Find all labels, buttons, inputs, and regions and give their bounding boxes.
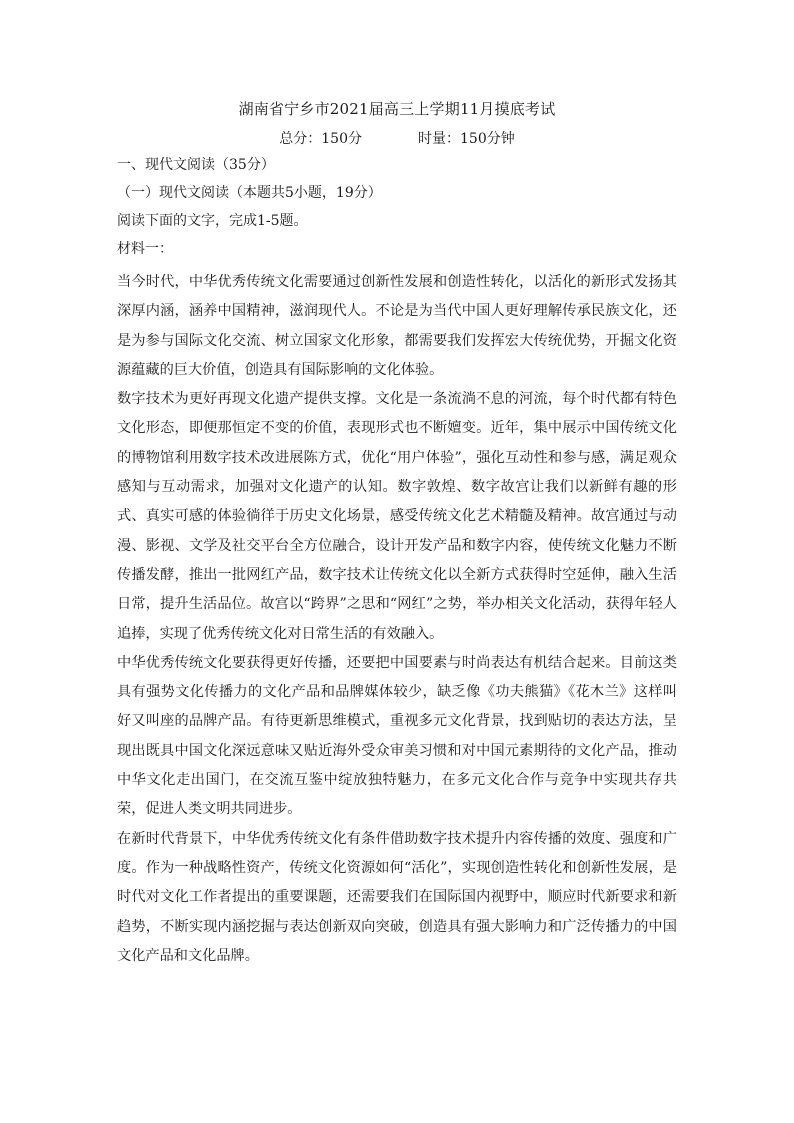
instruction-text: 阅读下面的文字，完成1-5题。 <box>117 213 308 229</box>
paragraph: 当今时代，中华优秀传统文化需要通过创新性发展和创造性转化，以活化的新形式发扬其深厚内涵，涵养中国精神，滋润现代人。不论是为当代中国人更好理解传承民族文化，还是为参与国际文化交流、树立国家文化形象，都需要我们发挥宏大传统优势，开掘文化资源蕴藏的巨大价值，创造具有国际影响的文化体验。 <box>117 274 677 378</box>
section-heading: 一、现代文阅读（35分） <box>117 157 275 173</box>
subsection-heading: （一）现代文阅读（本题共5小题，19分） <box>117 185 382 201</box>
material-label: 材料一： <box>117 241 173 257</box>
paragraph: 数字技术为更好再现文化遗产提供支撑。文化是一条流淌不息的河流，每个时代都有特色文化形态，即便那恒定不变的价值，表现形式也不断嬗变。近年，集中展示中国传统文化的博物馆利用数字技术改进展陈方式，优化“用户体验”，强化互动性和参与感，满足观众感知与互动需求，加强对文化遗产的认知。数字敦煌、数字故宫让我们以新鲜有趣的形式、真实可感的体验徜徉于历史文化场景，感受传统文化艺术精髓及精神。故宫通过与动漫、影视、文学及社交平台全方位融合，设计开发产品和数字内容，使传统文化魅力不断传播发酵，推出一批网红产品，数字技术让传统文化以全新方式获得时空延伸，融入生活日常，提升生活品位。故宫以“跨界”之思和“网红”之势，举办相关文化活动，获得年轻人追捧，实现了优秀传统文化对日常生活的有效融入。 <box>117 391 677 642</box>
paragraph: 中华优秀传统文化要获得更好传播，还要把中国要素与时尚表达有机结合起来。目前这类具有强势文化传播力的文化产品和品牌媒体较少，缺乏像《功夫熊猫》《花木兰》这样叫好又叫座的品牌产品。有待更新思维模式，重视多元文化背景，找到贴切的表达方法，呈现出既具中国文化深远意味又贴近海外受众审美习惯和对中国元素期待的文化产品，推动中华文化走出国门，在交流互鉴中绽放独特魅力，在多元文化合作与竞争中实现共存共荣，促进人类文明共同进步。 <box>117 654 677 818</box>
time-limit: 时量：150分钟 <box>418 131 515 147</box>
total-score: 总分：150分 <box>279 131 362 147</box>
paragraph: 在新时代背景下，中华优秀传统文化有条件借助数字技术提升内容传播的效度、强度和广度。作为一种战略性资产，传统文化资源如何“活化”，实现创造性转化和创新性发展，是时代对文化工作者提出的重要课题，还需要我们在国际国内视野中，顺应时代新要求和新趋势，不断实现内涵挖掘与表达创新双向突破，创造具有强大影响力和广泛传播力的中国文化产品和文化品牌。 <box>117 830 677 964</box>
page-title: 湖南省宁乡市2021届高三上学期11月摸底考试 <box>238 100 556 118</box>
document-page <box>117 100 677 971</box>
exam-meta <box>117 130 677 148</box>
